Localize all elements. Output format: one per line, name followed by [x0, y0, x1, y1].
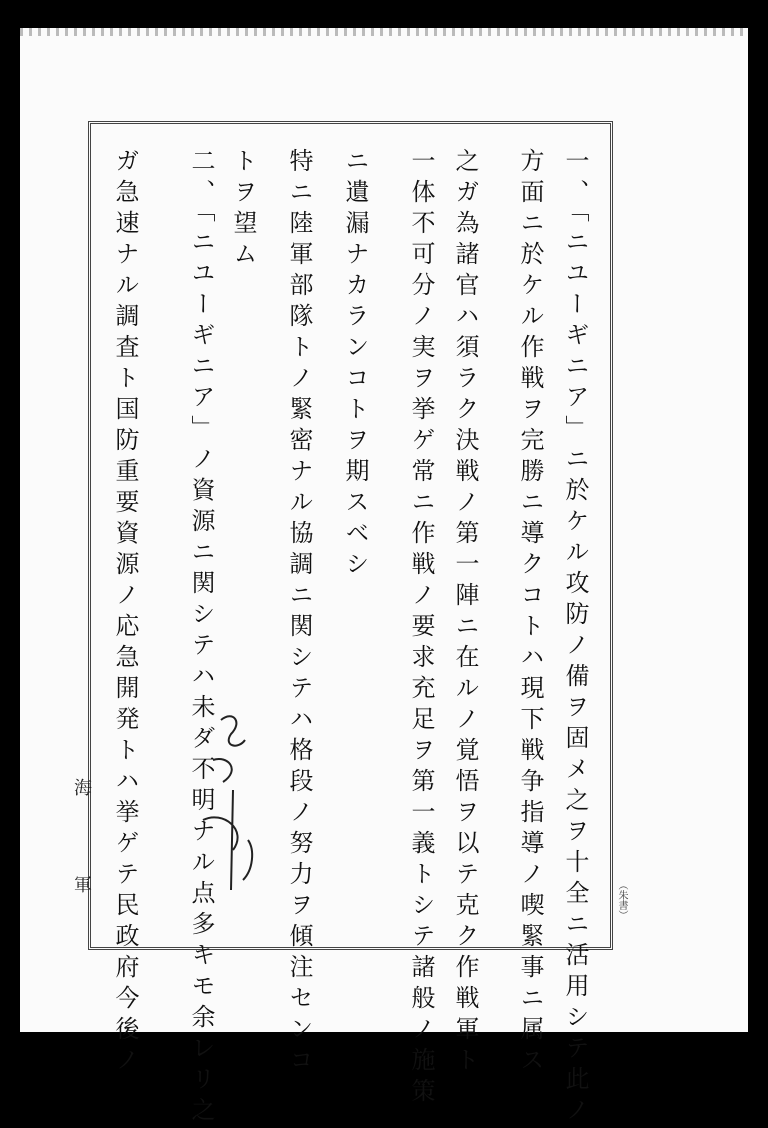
handwritten-annotation [193, 700, 263, 900]
margin-char-b: 軍 [71, 875, 92, 893]
text-column-7: トヲ望ム [229, 148, 257, 272]
text-column-8: 二、「ニユーギニア」ノ資源ニ関シテハ未ダ不明ナル点多キモ余レリ之 [187, 148, 215, 1128]
margin-char-a: 海 [71, 778, 92, 796]
text-frame [88, 121, 613, 1128]
margin-stamp: （朱書） [616, 880, 627, 920]
text-column-4: 一体不可分ノ実ヲ挙ゲ常ニ作戦ノ要求充足ヲ第一義トシテ諸般ノ施策 [407, 148, 435, 1109]
text-column-5: ニ遺漏ナカランコトヲ期スベシ [341, 148, 369, 582]
text-column-3: 之ガ為諸官ハ須ラク決戦ノ第一陣ニ在ルノ覚悟ヲ以テ克ク作戦軍ト [451, 148, 479, 1078]
text-column-2: 方面ニ於ケル作戦ヲ完勝ニ導クコトハ現下戦争指導ノ喫緊事ニ属ス [516, 148, 544, 1078]
text-column-9: ガ急速ナル調査ト国防重要資源ノ応急開発トハ挙ゲテ民政府今後ノ [111, 148, 139, 1078]
top-scan-noise [20, 28, 748, 36]
text-column-6: 特ニ陸軍部隊トノ緊密ナル協調ニ関シテハ格段ノ努力ヲ傾注センコ [285, 148, 313, 1078]
text-column-1: 一、「ニユーギニア」ニ於ケル攻防ノ備ヲ固メ之ヲ十全ニ活用シテ此ノ [561, 148, 589, 1128]
